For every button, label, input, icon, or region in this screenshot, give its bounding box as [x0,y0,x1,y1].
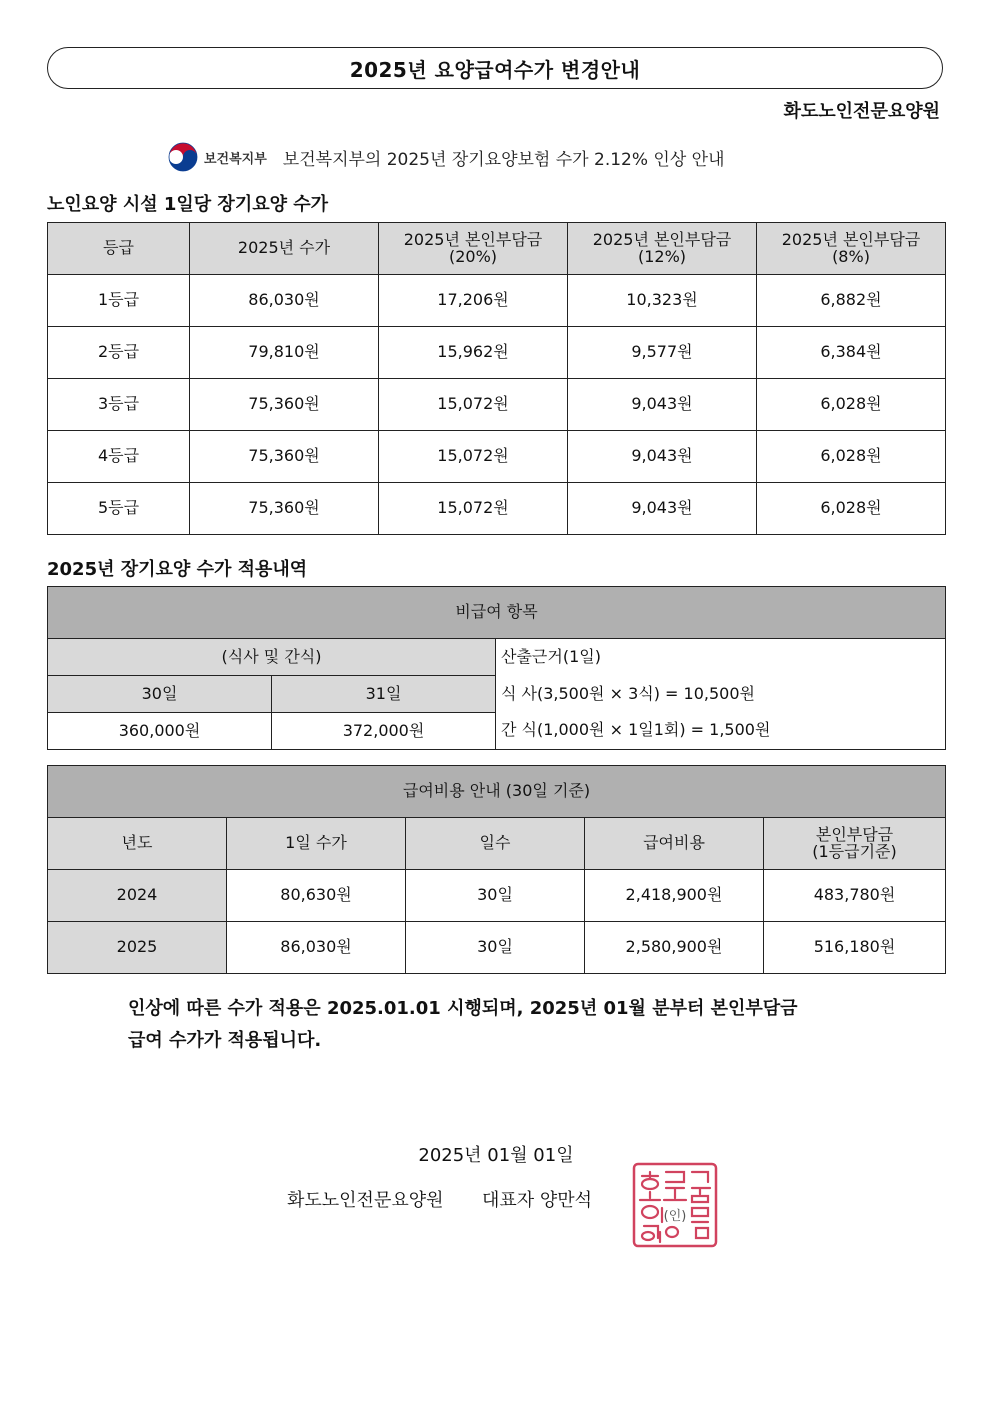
signature-representative: 대표자 양만석 [482,1190,593,1211]
copay-20-cell: 17,206원 [379,275,568,327]
ministry-banner [168,141,725,173]
table-row [48,483,946,535]
day31-header: 31일 [272,676,496,713]
ministry-logo-icon [168,142,198,172]
effective-date-notice [128,993,848,1057]
table1-title: 노인요양 시설 1일당 장기요양 수가 [47,194,329,215]
grade-cell: 2등급 [48,327,190,379]
year-cell: 2024 [48,870,227,922]
organization-name: 화도노인전문요양원 [783,101,940,122]
copay-20-cell: 15,962원 [379,327,568,379]
basis-label: 산출근거(1일) [496,639,946,676]
table-row [48,431,946,483]
copay-8-cell: 6,028원 [757,379,946,431]
copay-12-cell: 9,043원 [568,483,757,535]
fee-cell: 75,360원 [190,379,379,431]
ministry-logo-text: 보건복지부 [204,151,267,167]
table-row [48,275,946,327]
fee-cell: 86,030원 [190,275,379,327]
table1-header-copay-12: 2025년 본인부담금 (12%) [568,223,757,275]
daily-fee-cell: 86,030원 [227,922,406,974]
page-title: 2025년 요양급여수가 변경안내 [47,47,943,89]
table-row [48,870,946,922]
benefit-cost-table [47,765,946,974]
non-covered-header: 비급여 항목 [48,587,946,639]
non-covered-items-table [47,586,946,750]
table1-header-fee: 2025년 수가 [190,223,379,275]
seal-mark: (인) [663,1209,687,1224]
table-row [48,922,946,974]
copay-12-cell: 10,323원 [568,275,757,327]
benefit-cost-cell: 2,580,900원 [585,922,764,974]
grade-cell: 5등급 [48,483,190,535]
year-column-header: 년도 [48,818,227,870]
fee-cell: 79,810원 [190,327,379,379]
day30-header: 30일 [48,676,272,713]
grade-cell: 1등급 [48,275,190,327]
fee-cell: 75,360원 [190,483,379,535]
copay-20-cell: 15,072원 [379,431,568,483]
fee-cell: 75,360원 [190,431,379,483]
table1-header-copay-20: 2025년 본인부담금 (20%) [379,223,568,275]
benefit-cost-cell: 2,418,900원 [585,870,764,922]
notice-line-1: 인상에 따른 수가 적용은 2025.01.01 시행되며, 2025년 01월 분부터 본인부담금 [128,998,798,1019]
signature-organization: 화도노인전문요양원 [287,1190,444,1211]
table-row [48,327,946,379]
copay-8-cell: 6,384원 [757,327,946,379]
benefit-cost-column-header: 급여비용 [585,818,764,870]
copay-cell: 483,780원 [764,870,946,922]
meal-basis: 식 사(3,500원 × 3식) = 10,500원 [496,676,946,713]
table2-title: 2025년 장기요양 수가 적용내역 [47,559,308,580]
amount31-cell: 372,000원 [272,713,496,750]
grade-cell: 4등급 [48,431,190,483]
copay-12-cell: 9,577원 [568,327,757,379]
daily-fee-column-header: 1일 수가 [227,818,406,870]
notice-line-2: 급여 수가가 적용됩니다. [128,1030,322,1051]
copay-12-cell: 9,043원 [568,431,757,483]
issue-date: 2025년 01월 01일 [418,1145,574,1166]
year-cell: 2025 [48,922,227,974]
days-cell: 30일 [406,922,585,974]
copay-12-cell: 9,043원 [568,379,757,431]
amount30-cell: 360,000원 [48,713,272,750]
benefit-cost-header: 급여비용 안내 (30일 기준) [48,766,946,818]
daily-fee-cell: 80,630원 [227,870,406,922]
fee-by-grade-table [47,222,946,535]
days-column-header: 일수 [406,818,585,870]
table-row [48,379,946,431]
grade-cell: 3등급 [48,379,190,431]
copay-8-cell: 6,028원 [757,431,946,483]
copay-column-header: 본인부담금 (1등급기준) [764,818,946,870]
meal-snack-header: (식사 및 간식) [48,639,496,676]
copay-8-cell: 6,882원 [757,275,946,327]
copay-8-cell: 6,028원 [757,483,946,535]
copay-20-cell: 15,072원 [379,379,568,431]
official-seal-icon [632,1162,718,1248]
copay-cell: 516,180원 [764,922,946,974]
table1-header-grade: 등급 [48,223,190,275]
table1-header-copay-8: 2025년 본인부담금 (8%) [757,223,946,275]
days-cell: 30일 [406,870,585,922]
ministry-notice: 보건복지부의 2025년 장기요양보험 수가 2.12% 인상 안내 [282,149,725,170]
copay-20-cell: 15,072원 [379,483,568,535]
snack-basis: 간 식(1,000원 × 1일1회) = 1,500원 [496,713,946,750]
